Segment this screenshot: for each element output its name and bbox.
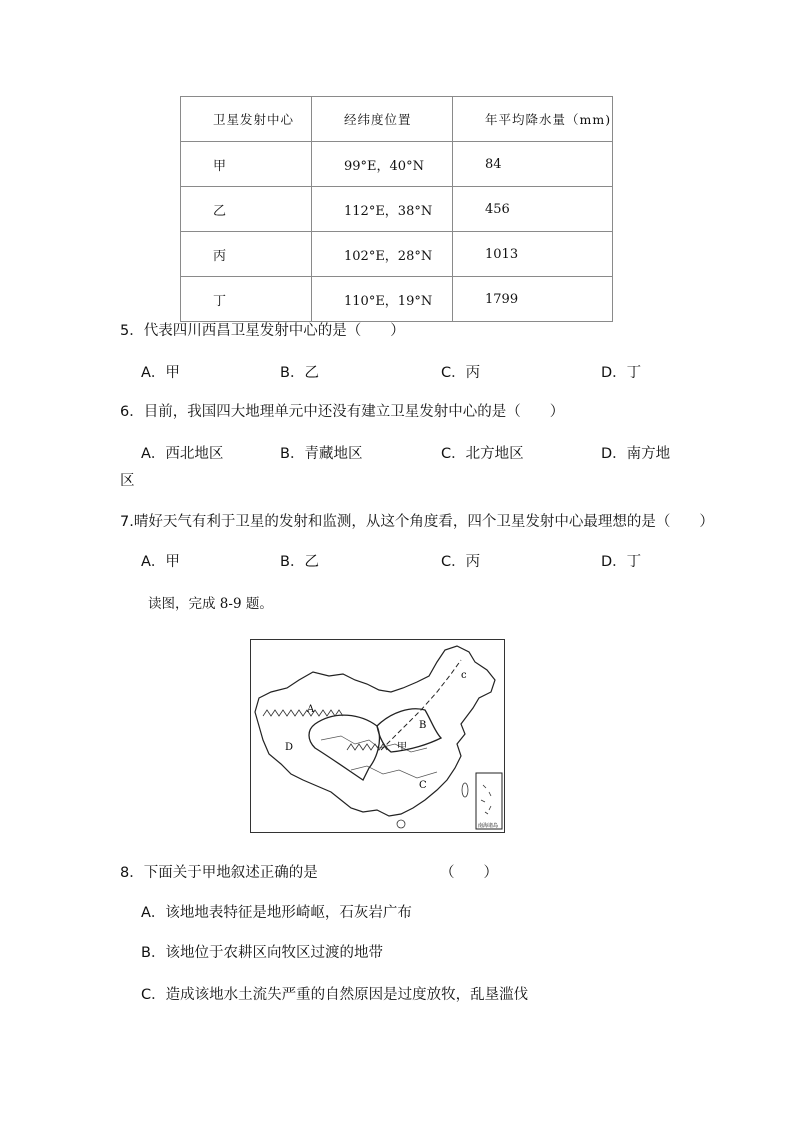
map-label-c: c: [461, 670, 467, 681]
question-8-stem: 8．下面关于甲地叙述正确的是: [120, 865, 318, 881]
table-cell: 456: [453, 187, 613, 232]
map-instruction: 读图，完成 8-9 题。: [148, 596, 273, 612]
map-label-D: D: [285, 742, 294, 753]
table-header-row: [181, 97, 613, 142]
table-row: [181, 277, 613, 322]
inset-box: [476, 773, 502, 829]
dashed-boundary: [381, 660, 461, 750]
table-cell: 112°E，38°N: [312, 187, 453, 232]
region-boundary: [309, 715, 379, 780]
q5-option-b: B．乙: [280, 365, 319, 381]
q7-option-a: A．甲: [141, 554, 180, 570]
island-taiwan: [462, 783, 468, 797]
region-boundary: [377, 709, 441, 752]
q8-option-c: C．造成该地水土流失严重的自然原因是过度放牧，乱垦滥伐: [141, 987, 529, 1003]
island-dot: [397, 820, 405, 828]
map-label-jia: 甲: [397, 742, 407, 753]
table-cell: 丁: [181, 277, 312, 322]
table-cell: 乙: [181, 187, 312, 232]
mountain-symbol: [347, 744, 387, 750]
header-cell: 经纬度位置: [312, 97, 453, 142]
map-label-A: A: [307, 704, 315, 715]
river-line: [321, 736, 427, 752]
table-cell: 1799: [453, 277, 613, 322]
question-5-stem: 5．代表四川西昌卫星发射中心的是（ ）: [120, 323, 405, 339]
q6-option-b: B．青藏地区: [280, 446, 363, 462]
mountain-symbol: [263, 710, 343, 716]
table-cell: 102°E，28°N: [312, 232, 453, 277]
map-label-B: B: [419, 720, 427, 731]
q5-option-d: D．丁: [601, 365, 642, 381]
map-label-C: C: [419, 780, 427, 791]
table-cell: 1013: [453, 232, 613, 277]
satellite-center-table: [180, 96, 613, 322]
inset-label: 南海诸岛: [478, 823, 499, 829]
q7-option-c: C．丙: [441, 554, 481, 570]
q7-option-b: B．乙: [280, 554, 319, 570]
table-row: [181, 142, 613, 187]
river-line: [351, 766, 437, 778]
china-map-svg: [251, 640, 504, 832]
question-7-stem: 7.晴好天气有利于卫星的发射和监测，从这个角度看，四个卫星发射中心最理想的是（ ）: [120, 514, 714, 530]
table-cell: 99°E，40°N: [312, 142, 453, 187]
table-row: [181, 187, 613, 232]
q5-option-c: C．丙: [441, 365, 481, 381]
q6-option-d-wrap: 区: [120, 473, 135, 489]
table-cell: 84: [453, 142, 613, 187]
q8-answer-paren: （ ）: [440, 865, 498, 881]
q6-option-a: A．西北地区: [141, 446, 224, 462]
header-cell: 卫星发射中心: [181, 97, 312, 142]
q6-option-d: D．南方地: [601, 446, 671, 462]
country-outline: [255, 646, 495, 816]
header-cell: 年平均降水量（mm): [453, 97, 613, 142]
q8-option-b: B．该地位于农耕区向牧区过渡的地带: [141, 945, 383, 961]
q5-option-a: A．甲: [141, 365, 180, 381]
table-cell: 丙: [181, 232, 312, 277]
q7-option-d: D．丁: [601, 554, 642, 570]
table-cell: 甲: [181, 142, 312, 187]
q6-option-c: C．北方地区: [441, 446, 524, 462]
china-map-figure: [250, 639, 505, 833]
table-row: [181, 232, 613, 277]
q8-option-a: A．该地地表特征是地形崎岖，石灰岩广布: [141, 905, 412, 921]
question-6-stem: 6．目前，我国四大地理单元中还没有建立卫星发射中心的是（ ）: [120, 404, 565, 420]
table-cell: 110°E，19°N: [312, 277, 453, 322]
